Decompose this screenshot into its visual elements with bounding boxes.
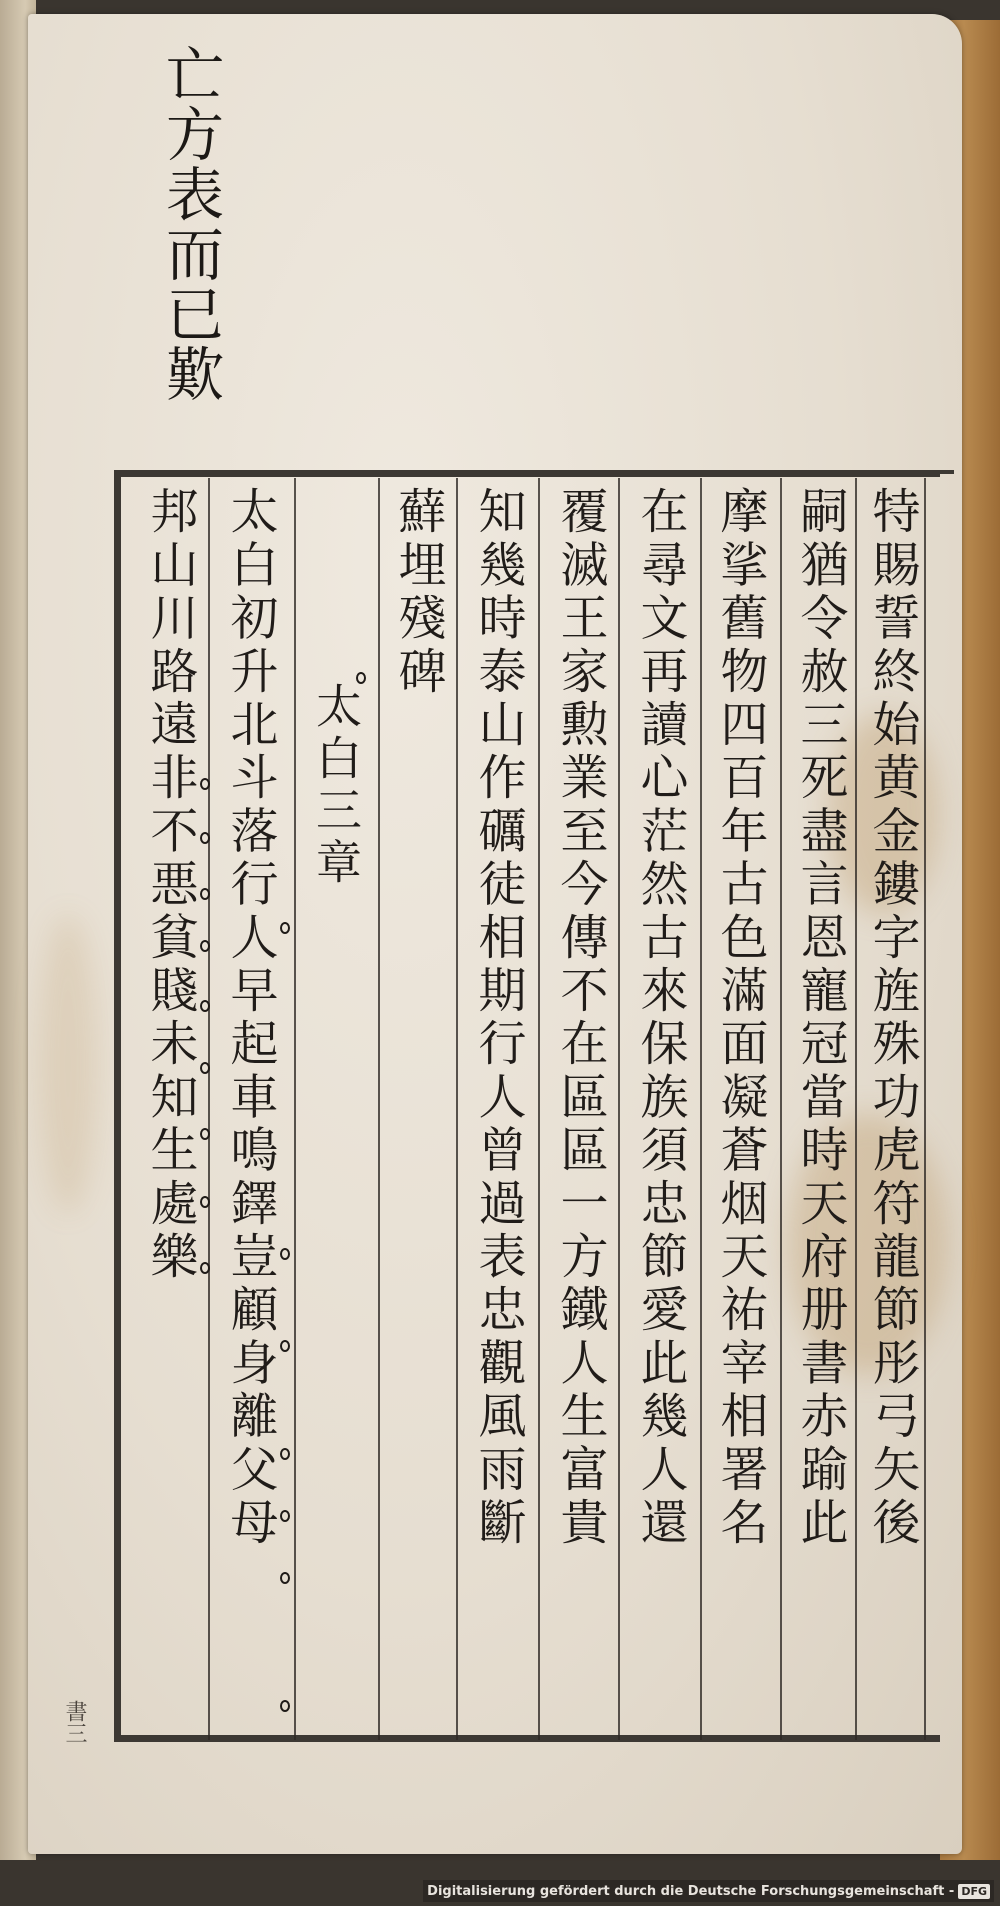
- digitization-footer: [423, 1880, 994, 1902]
- circle-mark: [200, 832, 210, 844]
- column-rule: [208, 478, 210, 1740]
- text-column-10: 邦山川路遠非不悪貧賤未知生處樂: [142, 486, 198, 1284]
- column-rule: [618, 478, 620, 1740]
- column-rule: [924, 478, 926, 1740]
- text-column-9: 太白初升北斗落行人早起車鳴鐸豈顧身離父母: [222, 486, 278, 1550]
- circle-mark: [200, 1062, 210, 1074]
- circle-mark: [280, 1572, 290, 1584]
- text-column-7: 蘚埋殘碑: [390, 486, 446, 699]
- circle-mark: [356, 672, 366, 684]
- circle-mark: [280, 1448, 290, 1460]
- column-rule: [538, 478, 540, 1740]
- text-column-1: 特賜誓終始黄金鏤字旌殊功虎符龍節彤弓矢後: [864, 486, 920, 1550]
- column-rule: [294, 478, 296, 1740]
- circle-mark: [280, 922, 290, 934]
- circle-mark: [200, 888, 210, 900]
- circle-mark: [280, 1700, 290, 1712]
- circle-mark: [280, 1340, 290, 1352]
- circle-mark: [200, 1000, 210, 1012]
- folio-number: 書三: [62, 1700, 87, 1744]
- text-column-3: 摩挲舊物四百年古色滿面凝蒼烟天祐宰相署名: [712, 486, 768, 1550]
- column-rule: [700, 478, 702, 1740]
- circle-mark: [200, 940, 210, 952]
- column-rule: [378, 478, 380, 1740]
- handwritten-note: 亡方表而已歎: [156, 44, 224, 404]
- column-rule: [855, 478, 857, 1740]
- text-column-5: 覆滅王家勲業至今傳不在區區一方鐵人生富貴: [552, 486, 608, 1550]
- text-column-6: 知幾時泰山作礪徒相期行人曾過表忠觀風雨斷: [470, 486, 526, 1550]
- frame-top-border: [114, 470, 954, 474]
- circle-mark: [280, 1248, 290, 1260]
- footer-credit: Digitalisierung gefördert durch die Deutsche Forschungsgemeinschaft -: [427, 1883, 955, 1899]
- circle-mark: [200, 1196, 210, 1208]
- circle-mark: [280, 1510, 290, 1522]
- dfg-logo: DFG: [958, 1884, 990, 1899]
- circle-mark: [200, 1128, 210, 1140]
- text-column-2: 嗣猶令赦三死盡言恩寵冠當時天府册書赤踰此: [792, 486, 848, 1550]
- text-column-4: 在尋文再讀心茫然古來保族須忠節愛此幾人還: [632, 486, 688, 1550]
- circle-mark: [200, 778, 210, 790]
- water-stain: [38, 914, 98, 1214]
- poem-title: 太白三章: [309, 682, 363, 890]
- column-rule: [780, 478, 782, 1740]
- column-rule: [456, 478, 458, 1740]
- circle-mark: [200, 1262, 210, 1274]
